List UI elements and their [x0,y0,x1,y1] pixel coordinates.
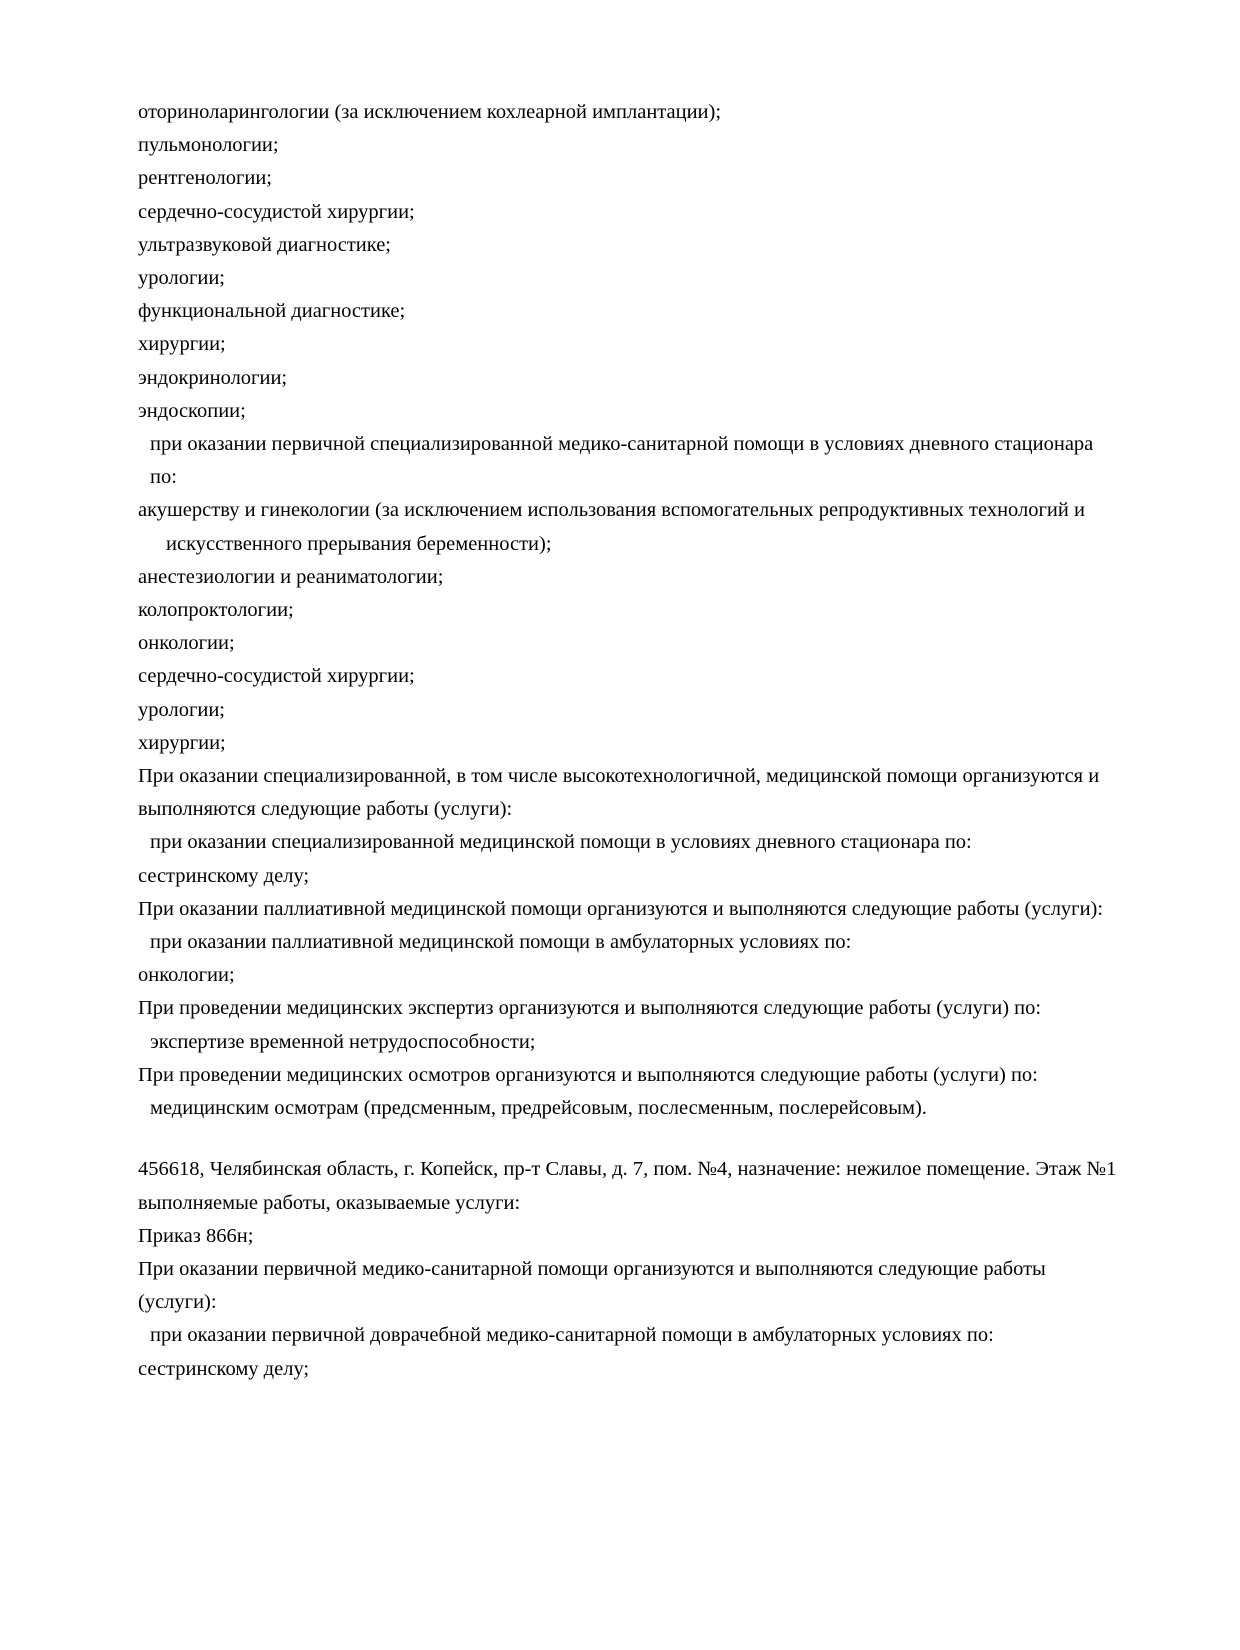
document-line: онкологии; [138,964,235,987]
document-line: эндоскопии; [138,399,246,422]
document-line: сестринскому делу; [138,864,310,887]
document-line: пульмонологии; [138,134,279,157]
document-line: сердечно-сосудистой хирургии; [138,200,415,223]
document-line: при оказании первичной доврачебной медико-санитарной помощи в амбулаторных условиях по: [150,1324,994,1347]
document-line: При проведении медицинских экспертиз организуются и выполняются следующие работы (услуги) по: [138,997,1042,1020]
document-line: выполняемые работы, оказываемые услуги: [138,1191,521,1214]
document-line: оториноларингологии (за исключением кохлеарной имплантации); [138,101,722,123]
document-line: сердечно-сосудистой хирургии; [138,665,415,688]
document-body [138,96,1118,1386]
document-line: онкологии; [138,632,235,655]
document-line: 456618, Челябинская область, г. Копейск, пр-т Славы, д. 7, пом. №4, назначение: нежилое помещение. Этаж №1 [138,1158,1117,1181]
document-line: акушерству и гинекологии (за исключением использования вспомогательных репродуктивных технологий и искусственного прерывания беременности); [138,499,1091,555]
document-line: ультразвуковой диагностике; [138,233,391,256]
document-line: при оказании паллиативной медицинской помощи в амбулаторных условиях по: [150,931,852,954]
document-line: анестезиологии и реаниматологии; [138,565,444,588]
document-line: хирургии; [138,731,226,754]
paragraph-spacer [138,1125,1118,1153]
document-line: экспертизе временной нетрудоспособности; [150,1030,536,1053]
document-line: эндокринологии; [138,366,288,389]
document-line: урологии; [138,698,226,721]
document-line: при оказании специализированной медицинской помощи в условиях дневного стационара по: [150,831,972,854]
document-line: функциональной диагностике; [138,300,406,323]
document-line: при оказании первичной специализированной медико-санитарной помощи в условиях дневного стационара по: [150,433,1099,489]
document-line: хирургии; [138,333,226,356]
document-line: сестринскому делу; [138,1357,310,1380]
document-line: При оказании специализированной, в том числе высокотехнологичной, медицинской помощи организуются и выполняются следующие работы (услуги): [138,765,1105,821]
document-line: Приказ 866н; [138,1224,254,1247]
document-line: рентгенологии; [138,167,272,190]
document-line: При проведении медицинских осмотров организуются и выполняются следующие работы (услуги) по: [138,1063,1038,1086]
document-line: колопроктологии; [138,599,294,622]
document-line: При оказании паллиативной медицинской помощи организуются и выполняются следующие работы (услуги): [138,897,1104,920]
document-line: медицинским осмотрам (предсменным, предрейсовым, послесменным, послерейсовым). [150,1097,927,1120]
document-line: урологии; [138,267,226,290]
document-line: При оказании первичной медико-санитарной помощи организуются и выполняются следующие работы (услуги): [138,1257,1051,1314]
